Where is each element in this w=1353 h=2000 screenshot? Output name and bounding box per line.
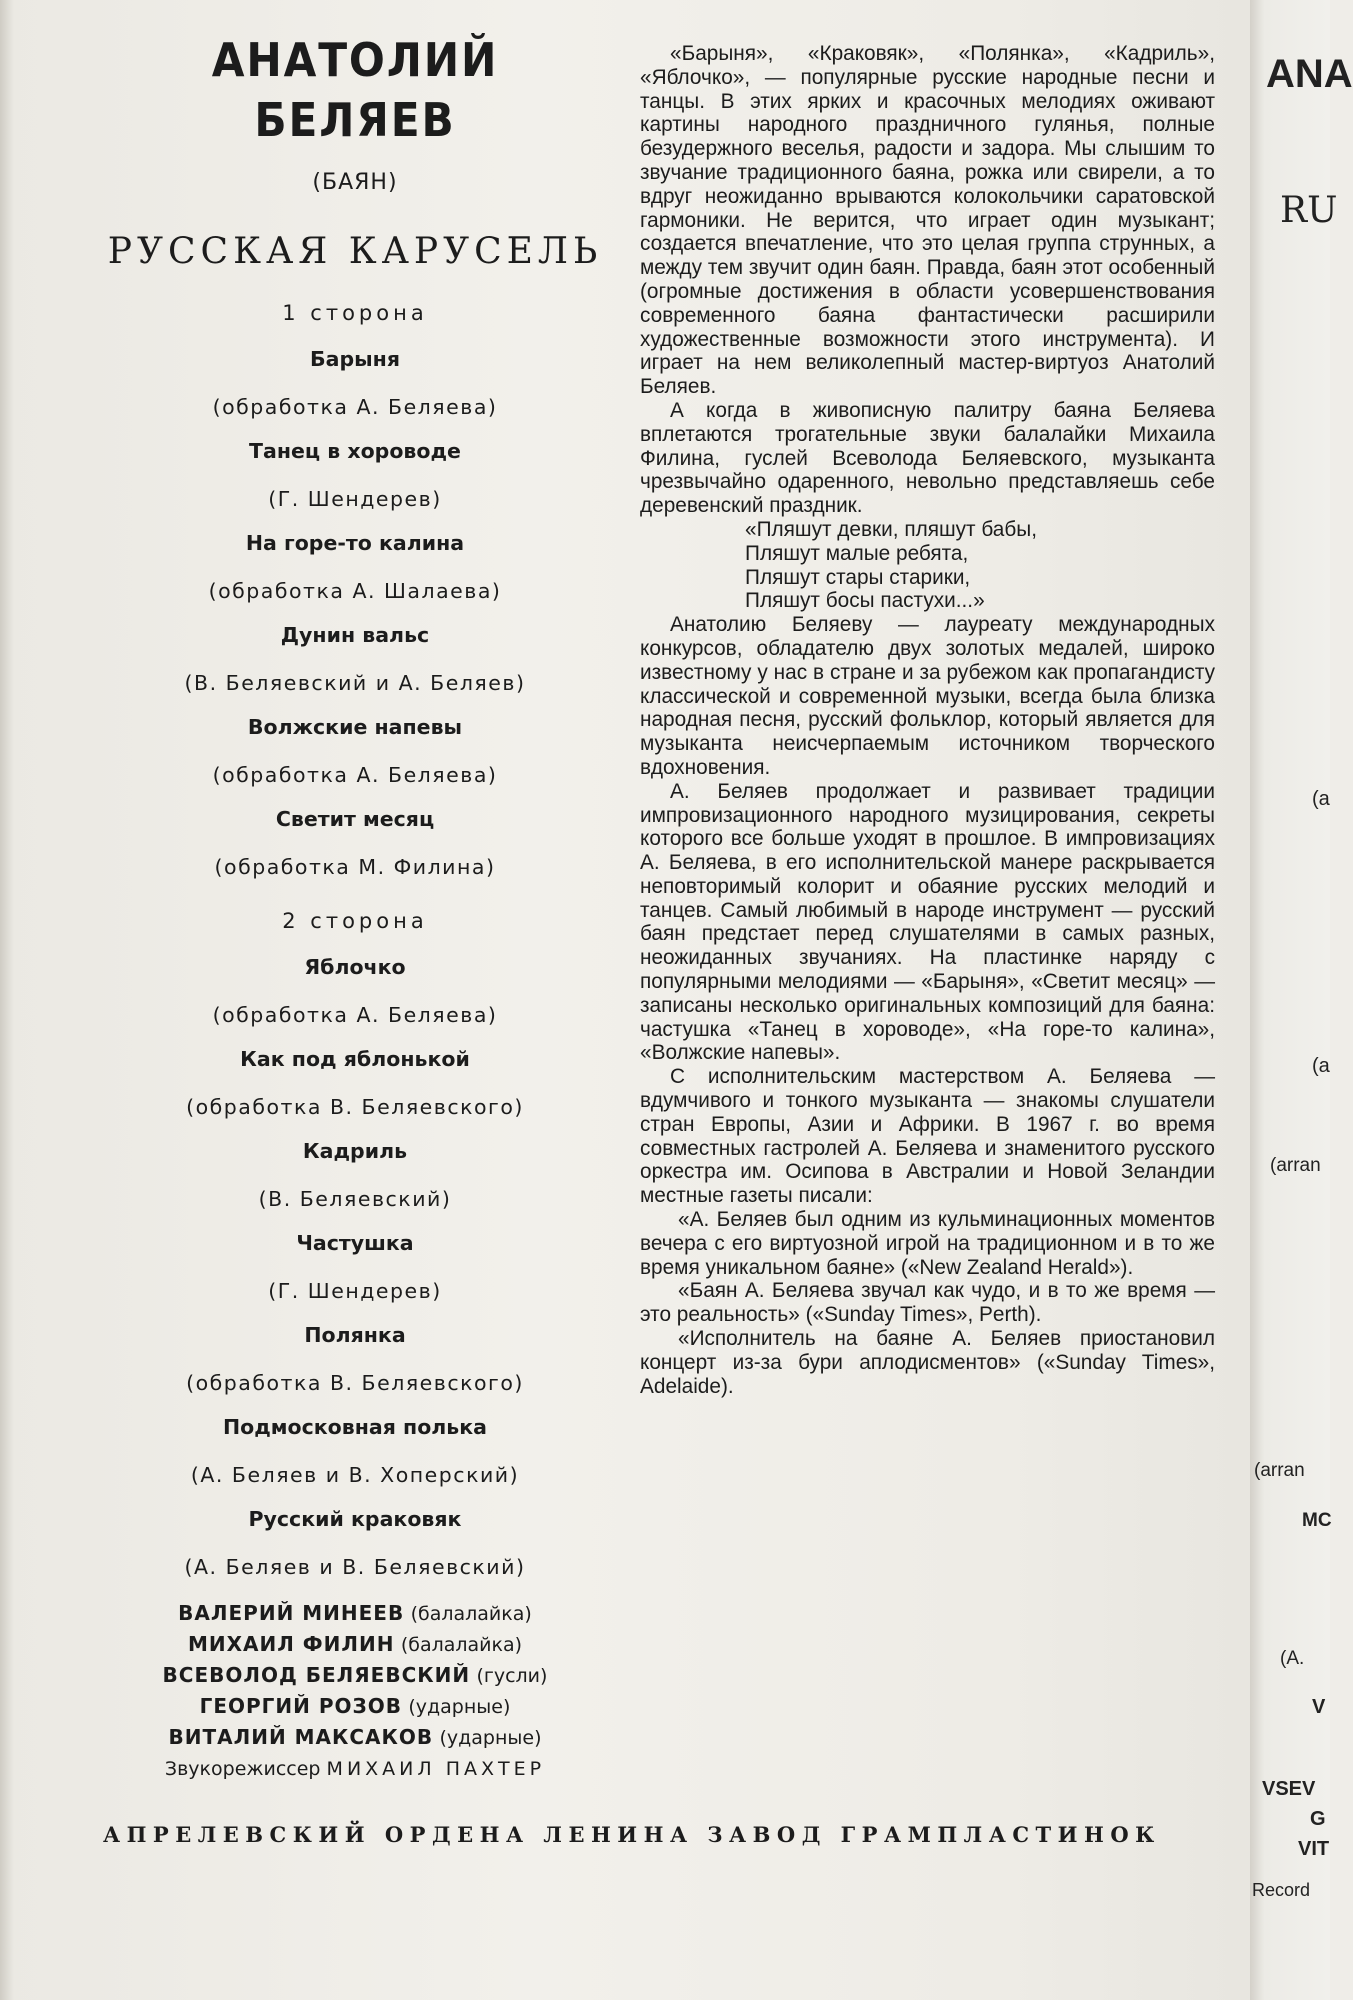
track-credit: (Г. Шендерев) xyxy=(268,1279,442,1303)
press-quote: «А. Беляев был одним из кульминационных моментов вечера с его виртуозной игрой на традиционном и в то же время уникальном баяне» («New Zealand Herald»). xyxy=(640,1208,1215,1279)
track-title: Барыня xyxy=(310,347,400,371)
next-page-fragment: (arran xyxy=(1254,1460,1305,1481)
tracklist-column xyxy=(95,30,615,1783)
track-credit: (обработка А. Беляева) xyxy=(212,1003,498,1027)
performer xyxy=(95,1629,615,1660)
side-2-label: 2 сторона xyxy=(282,909,428,933)
track-item xyxy=(95,1506,615,1580)
poem-line: «Пляшут девки, пляшут бабы, xyxy=(745,517,1037,541)
track-credit: (А. Беляев и В. Беляевский) xyxy=(184,1555,526,1579)
performer-role: (ударные) xyxy=(439,1727,542,1749)
performer-role: (балалайка) xyxy=(400,1634,523,1656)
manufacturer-footer: АПРЕЛЕВСКИЙ ОРДЕНА ЛЕНИНА ЗАВОД ГРАМПЛАСТИНОК xyxy=(103,1822,1161,1847)
track-credit: (обработка В. Беляевского) xyxy=(186,1371,524,1395)
track-item xyxy=(95,1046,615,1120)
track-item xyxy=(95,1414,615,1488)
performer-role: (балалайка) xyxy=(410,1603,532,1625)
performer xyxy=(95,1598,615,1629)
track-item xyxy=(95,530,615,604)
notes-paragraph: Анатолию Беляеву — лауреату международных конкурсов, обладателю двух золотых медалей, широко известному у нас в стране и за рубежом как пропагандисту классической и современной музыки, всегда была близка народная песня, русский фольклор, который является для музыканта неисчерпаемым источником творческого вдохновения. xyxy=(640,613,1215,779)
track-title: Кадриль xyxy=(302,1139,408,1163)
next-page-fragment: (A. xyxy=(1280,1648,1305,1669)
performer-name: ГЕОРГИЙ РОЗОВ xyxy=(199,1694,402,1718)
track-credit: (обработка А. Беляева) xyxy=(212,763,498,787)
track-credit: (А. Беляев и В. Хоперский) xyxy=(190,1463,520,1487)
next-page-fragment: ANA xyxy=(1266,52,1353,96)
next-page-fragment: G xyxy=(1310,1808,1326,1830)
track-title: Русский краковяк xyxy=(248,1507,462,1531)
track-title: Дунин вальс xyxy=(280,623,430,647)
notes-paragraph: «Барыня», «Краковяк», «Полянка», «Кадриль», «Яблочко», — популярные русские народные песни и танцы. В этих ярких и красочных мелодиях оживают картины народного праздничного гулянья, полные безудержного веселья, радости и задора. Мы слышим то звучание традиционного баяна, рожка или свирели, а то вдруг неожиданно врываются колокольчики саратовской гармоники. Не верится, что играет один музыкант; создается впечатление, что это целая группа струнных, а между тем звучит один баян. Правда, баян этот особенный (огромные достижения в области усовершенствования современного баяна фантастически расширили художественные возможности этого инструмента). И играет на нем великолепный мастер-виртуоз Анатолий Беляев. xyxy=(640,42,1215,399)
track-credit: (обработка А. Беляева) xyxy=(212,395,498,419)
track-credit: (В. Беляевский) xyxy=(258,1187,452,1211)
engineer-label: Звукорежиссер xyxy=(164,1758,321,1780)
track-item xyxy=(95,1230,615,1304)
next-page-fragment: (a xyxy=(1312,1055,1330,1077)
track-item xyxy=(95,1322,615,1396)
track-item xyxy=(95,806,615,880)
side-2-tracklist xyxy=(95,954,615,1580)
track-item xyxy=(95,622,615,696)
press-quote: «Исполнитель на баяне А. Беляев приостановил концерт из-за бури аплодисментов» («Sunday Times», Adelaide). xyxy=(640,1327,1215,1398)
performer xyxy=(95,1722,615,1753)
next-page-fragment: RU xyxy=(1280,190,1338,231)
track-credit: (В. Беляевский и А. Беляев) xyxy=(184,671,526,695)
next-page-fragment: VIT xyxy=(1298,1838,1330,1860)
liner-notes xyxy=(640,42,1215,1398)
track-credit: (обработка М. Филина) xyxy=(214,855,496,879)
track-title: Полянка xyxy=(304,1323,406,1347)
engineer-name: МИХАИЛ ПАХТЕР xyxy=(326,1758,546,1780)
track-title: Яблочко xyxy=(304,955,406,979)
track-credit: (обработка А. Шалаева) xyxy=(208,579,502,603)
track-item xyxy=(95,954,615,1028)
performer-name: ВИТАЛИЙ МАКСАКОВ xyxy=(168,1725,434,1749)
sound-engineer xyxy=(95,1755,615,1783)
track-item xyxy=(95,438,615,512)
notes-paragraph: А. Беляев продолжает и развивает традиции импровизационного народного музицирования, секреты которого все больше уходят в прошлое. В импровизациях А. Беляева, в его исполнительской манере раскрывается неповторимый колорит и обаяние русских мелодий и танцев. Самый любимый в народе инструмент — русский баян предстает перед слушателями в самых разных, неожиданных звучаниях. На пластинке наряду с популярными мелодиями — «Барыня», «Светит месяц» — записаны несколько оригинальных композиций для баяна: частушка «Танец в хороводе», «На горе-то калина», «Волжские напевы». xyxy=(640,779,1215,1065)
next-page-fragment: Record xyxy=(1252,1880,1311,1900)
track-item xyxy=(95,714,615,788)
next-page-fragment: V xyxy=(1312,1696,1326,1718)
track-title: На горе-то калина xyxy=(245,531,465,555)
poem-line: Пляшут босы пастухи...» xyxy=(745,589,985,613)
side-1-tracklist xyxy=(95,346,615,880)
notes-paragraph: С исполнительским мастерством А. Беляева — вдумчивого и тонкого музыканта — знакомы слушатели стран Европы, Азии и Африки. В 1967 г. во время совместных гастролей А. Беляева и знаменитого русского оркестра им. Осипова в Австралии и Новой Зеландии местные газеты писали: xyxy=(640,1065,1215,1208)
track-title: Светит месяц xyxy=(275,807,435,831)
performer-role: (ударные) xyxy=(408,1696,511,1718)
performers-list xyxy=(95,1598,615,1753)
next-page-edge xyxy=(1250,0,1353,2000)
next-page-fragment: VSEV xyxy=(1262,1778,1316,1800)
track-title: Как под яблонькой xyxy=(240,1047,470,1071)
performer xyxy=(95,1691,615,1722)
artist-name: АНАТОЛИЙ БЕЛЯЕВ xyxy=(211,33,499,147)
track-title: Волжские напевы xyxy=(247,715,463,739)
binding-shadow xyxy=(0,0,14,2000)
track-credit: (обработка В. Беляевского) xyxy=(186,1095,524,1119)
poem-line: Пляшут стары старики, xyxy=(745,565,971,589)
track-item xyxy=(95,1138,615,1212)
press-quote: «Баян А. Беляева звучал как чудо, и в то же время — это реальность» («Sunday Times», Perth). xyxy=(640,1279,1215,1327)
performer-name: МИХАИЛ ФИЛИН xyxy=(187,1632,395,1656)
track-title: Частушка xyxy=(296,1231,414,1255)
album-title: РУССКАЯ КАРУСЕЛЬ xyxy=(107,231,603,272)
next-page-fragment: (a xyxy=(1312,788,1330,810)
next-page-fragment: MC xyxy=(1302,1510,1332,1531)
performer-name: ВСЕВОЛОД БЕЛЯЕВСКИЙ xyxy=(162,1663,471,1687)
side-1-label: 1 сторона xyxy=(282,301,428,325)
next-page-fragment: (arran xyxy=(1270,1155,1321,1176)
performer-name: ВАЛЕРИЙ МИНЕЕВ xyxy=(178,1601,405,1625)
poem-line: Пляшут малые ребята, xyxy=(745,541,969,565)
instrument-label: (БАЯН) xyxy=(312,170,398,195)
performer-role: (гусли) xyxy=(476,1665,548,1687)
track-credit: (Г. Шендерев) xyxy=(268,487,442,511)
track-title: Подмосковная полька xyxy=(222,1415,488,1439)
track-title: Танец в хороводе xyxy=(249,439,461,463)
track-item xyxy=(95,346,615,420)
notes-paragraph: А когда в живописную палитру баяна Беляева вплетаются трогательные звуки балалайки Михаила Филина, гуслей Всеволода Беляевского, музыканта чрезвычайно одаренного, невольно представляешь себе деревенский праздник. xyxy=(640,398,1215,518)
performer xyxy=(95,1660,615,1691)
